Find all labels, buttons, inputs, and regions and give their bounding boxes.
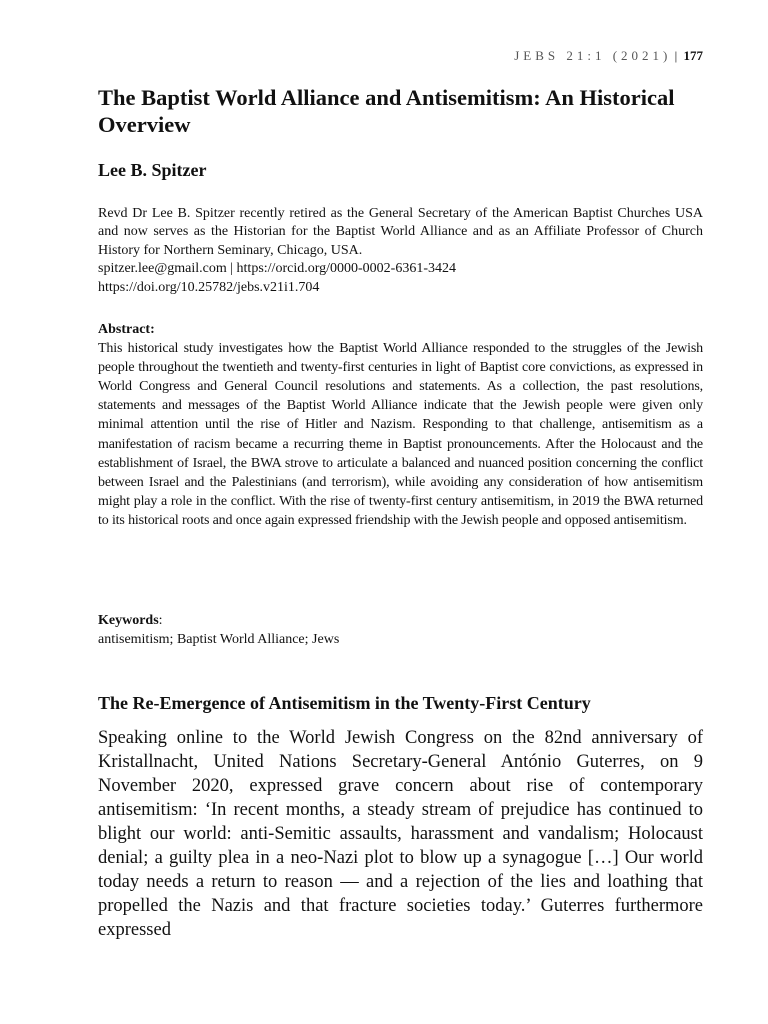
abstract-text: This historical study investigates how the Baptist World Alliance responded to the struggles of the Jewish people throughout the twentieth and twenty-first centuries in light of Baptist core convictions, as expressed in World Congress and General Council resolutions and statements. As a collection, the past resolutions, statements and messages of the Baptist World Alliance indicate that the Jewish people were given only minimal attention until the rise of Hitler and Nazism. Responding to that challenge, antisemitism as a manifestation of racism became a recurring theme in Baptist pronouncements. After the Holocaust and the establishment of Israel, the BWA strove to articulate a balanced and nuanced position concerning the conflict between Israel and the Palestinians (and terrorism), while avoiding any consideration of how antisemitism might play a role in the conflict. With the rise of twenty-first century antisemitism, in 2019 the BWA returned to its historical roots and once again expressed friendship with the Jewish people and opposed antisemitism. (98, 341, 703, 528)
keywords-colon: : (158, 613, 163, 628)
keywords-label: Keywords (98, 613, 159, 628)
section-heading: The Re-Emergence of Antisemitism in the Twenty-First Century (98, 693, 591, 713)
keywords (98, 611, 703, 649)
author-name: Lee B. Spitzer (98, 160, 207, 180)
header-separator: | (674, 48, 678, 63)
abstract (98, 320, 703, 530)
article-title: The Baptist World Alliance and Antisemitism: An Historical Overview (98, 85, 675, 137)
doi-link[interactable]: https://doi.org/10.25782/jebs.v21i1.704 (98, 279, 320, 295)
journal-citation: JEBS 21:1 (2021) (514, 48, 672, 63)
abstract-label: Abstract: (98, 322, 155, 337)
page-number: 177 (683, 48, 703, 63)
author-contact: spitzer.lee@gmail.com | https://orcid.org/0000-0002-6361-3424 (98, 261, 456, 277)
author-bio (98, 205, 703, 297)
keywords-text: antisemitism; Baptist World Alliance; Jews (98, 632, 340, 647)
running-header (514, 48, 703, 64)
bio-text: Revd Dr Lee B. Spitzer recently retired as the General Secretary of the American Baptist Churches USA and now serves as the Historian for the Baptist World Alliance and as an Affiliate Professor of Church History for Northern Seminary, Chicago, USA. (98, 206, 703, 258)
body-paragraph: Speaking online to the World Jewish Congress on the 82nd anniversary of Kristallnacht, United Nations Secretary-General António Guterres, on 9 November 2020, expressed grave concern about rise of contemporary antisemitism: ‘In recent months, a steady stream of prejudice has continued to blight our world: anti-Semitic assaults, harassment and vandalism; Holocaust denial; a guilty plea in a neo-Nazi plot to blow up a synagogue […] Our world today needs a return to reason — and a rejection of the lies and loathing that propelled the Nazis and that fracture societies today.’ Guterres furthermore expressed (98, 728, 703, 940)
